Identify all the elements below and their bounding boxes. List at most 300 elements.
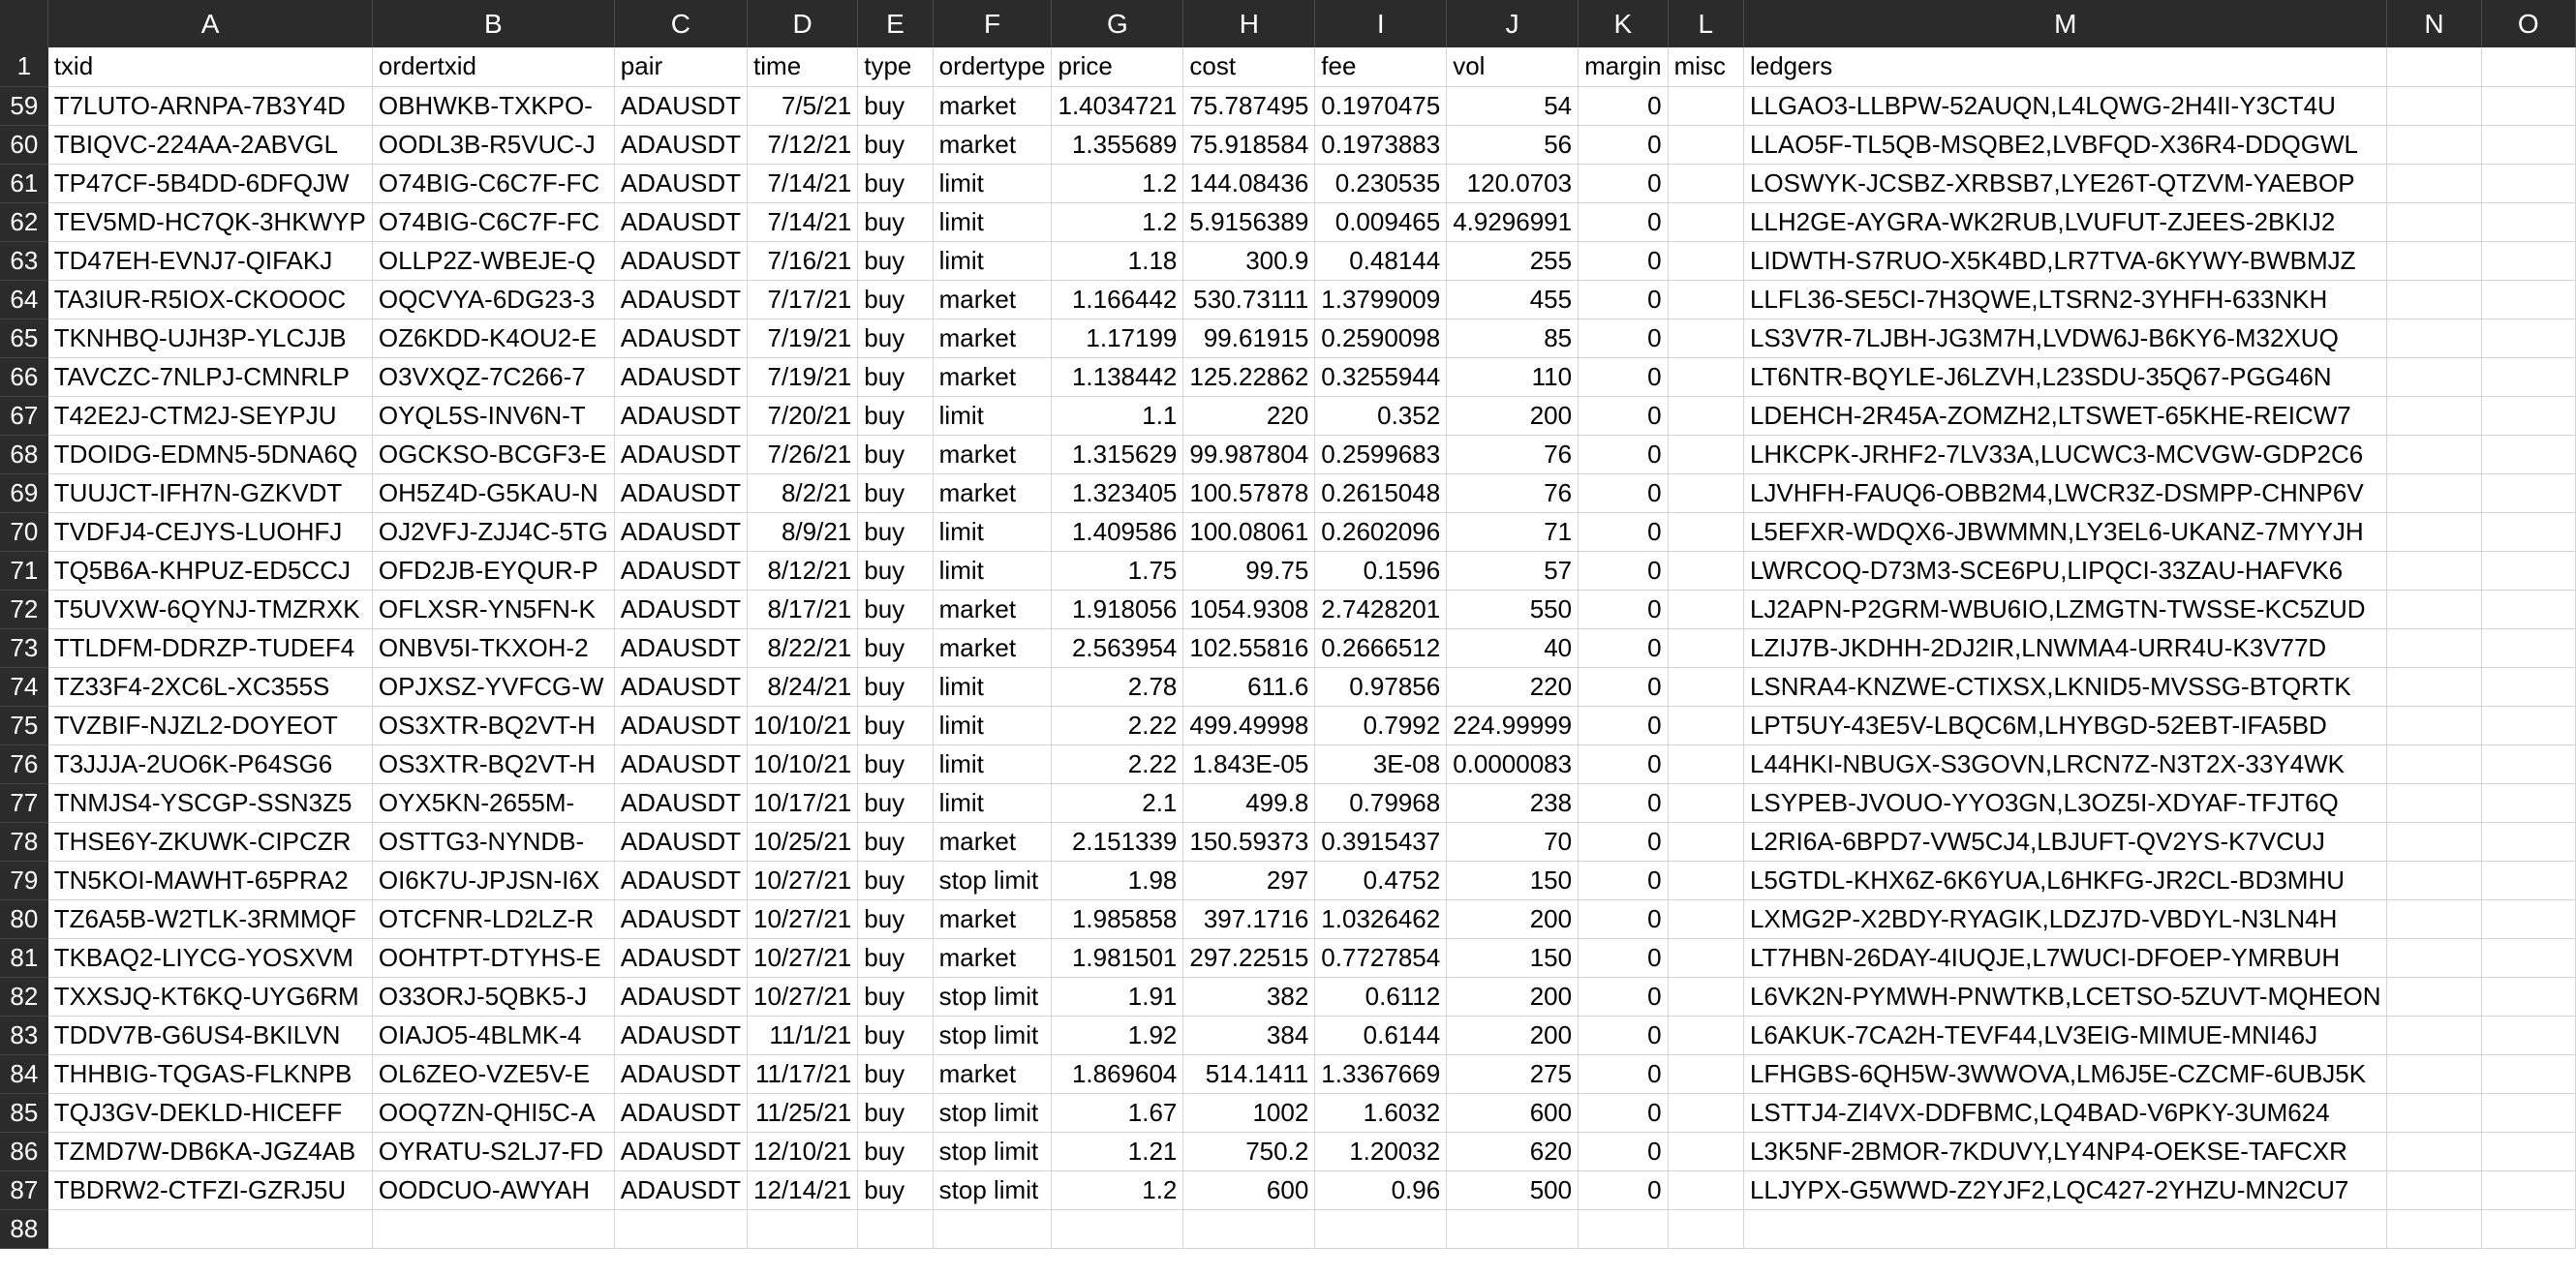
cell-l[interactable] <box>1668 1016 1743 1054</box>
cell-n[interactable] <box>2387 706 2481 744</box>
cell-f[interactable]: stop limit <box>933 1170 1052 1209</box>
cell-f[interactable]: market <box>933 628 1052 667</box>
cell-e[interactable]: buy <box>858 319 933 357</box>
cell-a[interactable]: TP47CF-5B4DD-6DFQJW <box>48 164 373 202</box>
cell-a[interactable]: TUUJCT-IFH7N-GZKVDT <box>48 473 373 512</box>
cell-i[interactable]: 0.2599683 <box>1315 435 1447 473</box>
cell-o[interactable] <box>2481 899 2575 938</box>
cell-m[interactable]: LT7HBN-26DAY-4IUQJE,L7WUCI-DFOEP-YMRBUH <box>1743 938 2387 977</box>
cell-b[interactable]: O74BIG-C6C7F-FC <box>372 164 614 202</box>
cell-j[interactable]: 455 <box>1447 280 1579 319</box>
cell-a[interactable]: TZ33F4-2XC6L-XC355S <box>48 667 373 706</box>
cell-d[interactable]: 11/25/21 <box>748 1093 858 1132</box>
cell-c[interactable]: ADAUSDT <box>614 280 747 319</box>
column-header-d[interactable]: D <box>748 0 858 47</box>
cell-k[interactable]: 0 <box>1579 1016 1668 1054</box>
cell-g[interactable]: 1.2 <box>1052 164 1183 202</box>
cell-c[interactable]: ADAUSDT <box>614 744 747 783</box>
cell-o[interactable] <box>2481 783 2575 822</box>
cell-d[interactable]: 7/17/21 <box>748 280 858 319</box>
cell-j[interactable]: 500 <box>1447 1170 1579 1209</box>
cell-g[interactable]: 1.91 <box>1052 977 1183 1016</box>
cell-b[interactable]: OYX5KN-2655M- <box>372 783 614 822</box>
cell-m[interactable]: L2RI6A-6BPD7-VW5CJ4,LBJUFT-QV2YS-K7VCUJ <box>1743 822 2387 861</box>
cell-n[interactable] <box>2387 938 2481 977</box>
cell-c[interactable]: ADAUSDT <box>614 473 747 512</box>
cell-e[interactable]: buy <box>858 667 933 706</box>
cell-h[interactable]: 99.61915 <box>1183 319 1315 357</box>
cell-i[interactable]: 0.1970475 <box>1315 86 1447 125</box>
cell-c[interactable]: ADAUSDT <box>614 1170 747 1209</box>
cell-l[interactable] <box>1668 590 1743 628</box>
cell-b[interactable]: OFLXSR-YN5FN-K <box>372 590 614 628</box>
cell-e[interactable]: buy <box>858 783 933 822</box>
cell-m[interactable]: LS3V7R-7LJBH-JG3M7H,LVDW6J-B6KY6-M32XUQ <box>1743 319 2387 357</box>
cell-e[interactable]: buy <box>858 938 933 977</box>
cell-h[interactable]: 150.59373 <box>1183 822 1315 861</box>
cell-k[interactable]: 0 <box>1579 435 1668 473</box>
row-header[interactable]: 69 <box>0 473 48 512</box>
cell-e[interactable]: buy <box>858 628 933 667</box>
cell-m[interactable]: LLJYPX-G5WWD-Z2YJF2,LQC427-2YHZU-MN2CU7 <box>1743 1170 2387 1209</box>
cell-e[interactable]: buy <box>858 473 933 512</box>
cell-a[interactable]: TZMD7W-DB6KA-JGZ4AB <box>48 1132 373 1170</box>
cell-j[interactable]: 275 <box>1447 1054 1579 1093</box>
cell-c[interactable]: ADAUSDT <box>614 1054 747 1093</box>
cell-f[interactable]: limit <box>933 667 1052 706</box>
cell-m[interactable]: LSYPEB-JVOUO-YYO3GN,L3OZ5I-XDYAF-TFJT6Q <box>1743 783 2387 822</box>
cell-a[interactable]: TBDRW2-CTFZI-GZRJ5U <box>48 1170 373 1209</box>
cell-k[interactable]: 0 <box>1579 86 1668 125</box>
cell-o[interactable] <box>2481 590 2575 628</box>
cell-a[interactable]: txid <box>48 47 373 86</box>
cell-h[interactable]: 600 <box>1183 1170 1315 1209</box>
row-header[interactable]: 71 <box>0 551 48 590</box>
cell-c[interactable]: ADAUSDT <box>614 551 747 590</box>
cell-b[interactable]: OOQ7ZN-QHI5C-A <box>372 1093 614 1132</box>
cell-n[interactable] <box>2387 280 2481 319</box>
cell-n[interactable] <box>2387 202 2481 241</box>
cell-d[interactable]: 10/10/21 <box>748 706 858 744</box>
cell-n[interactable] <box>2387 861 2481 899</box>
row-header[interactable]: 64 <box>0 280 48 319</box>
cell-e[interactable]: buy <box>858 977 933 1016</box>
cell-o[interactable] <box>2481 551 2575 590</box>
cell-k[interactable]: 0 <box>1579 241 1668 280</box>
cell-j[interactable]: 255 <box>1447 241 1579 280</box>
cell-h[interactable]: cost <box>1183 47 1315 86</box>
cell-h[interactable]: 384 <box>1183 1016 1315 1054</box>
cell-j[interactable]: 550 <box>1447 590 1579 628</box>
cell-n[interactable] <box>2387 744 2481 783</box>
cell-d[interactable] <box>748 1209 858 1248</box>
cell-b[interactable]: OBHWKB-TXKPO- <box>372 86 614 125</box>
cell-j[interactable]: 120.0703 <box>1447 164 1579 202</box>
cell-h[interactable]: 514.1411 <box>1183 1054 1315 1093</box>
cell-c[interactable]: ADAUSDT <box>614 822 747 861</box>
cell-n[interactable] <box>2387 1170 2481 1209</box>
cell-f[interactable]: market <box>933 1054 1052 1093</box>
cell-n[interactable] <box>2387 1016 2481 1054</box>
cell-f[interactable]: market <box>933 86 1052 125</box>
cell-k[interactable]: 0 <box>1579 125 1668 164</box>
cell-m[interactable]: LLH2GE-AYGRA-WK2RUB,LVUFUT-ZJEES-2BKIJ2 <box>1743 202 2387 241</box>
cell-n[interactable] <box>2387 473 2481 512</box>
cell-a[interactable]: TKBAQ2-LIYCG-YOSXVM <box>48 938 373 977</box>
cell-d[interactable]: 10/27/21 <box>748 977 858 1016</box>
cell-o[interactable] <box>2481 1209 2575 1248</box>
cell-f[interactable]: limit <box>933 744 1052 783</box>
cell-g[interactable]: 2.22 <box>1052 706 1183 744</box>
cell-e[interactable]: buy <box>858 861 933 899</box>
cell-o[interactable] <box>2481 977 2575 1016</box>
cell-f[interactable]: stop limit <box>933 1016 1052 1054</box>
cell-k[interactable]: 0 <box>1579 1054 1668 1093</box>
cell-c[interactable]: ADAUSDT <box>614 938 747 977</box>
cell-l[interactable] <box>1668 783 1743 822</box>
cell-h[interactable]: 530.73111 <box>1183 280 1315 319</box>
cell-l[interactable] <box>1668 1132 1743 1170</box>
cell-a[interactable]: TBIQVC-224AA-2ABVGL <box>48 125 373 164</box>
cell-f[interactable]: market <box>933 357 1052 396</box>
cell-h[interactable]: 220 <box>1183 396 1315 435</box>
cell-a[interactable]: THSE6Y-ZKUWK-CIPCZR <box>48 822 373 861</box>
cell-b[interactable]: ordertxid <box>372 47 614 86</box>
cell-k[interactable]: 0 <box>1579 667 1668 706</box>
cell-e[interactable]: buy <box>858 899 933 938</box>
cell-o[interactable] <box>2481 706 2575 744</box>
row-header[interactable]: 61 <box>0 164 48 202</box>
cell-h[interactable]: 1.843E-05 <box>1183 744 1315 783</box>
cell-n[interactable] <box>2387 1054 2481 1093</box>
cell-f[interactable] <box>933 1209 1052 1248</box>
cell-e[interactable]: buy <box>858 280 933 319</box>
cell-j[interactable]: 200 <box>1447 977 1579 1016</box>
cell-j[interactable]: 57 <box>1447 551 1579 590</box>
cell-k[interactable]: 0 <box>1579 512 1668 551</box>
cell-g[interactable]: 1.355689 <box>1052 125 1183 164</box>
cell-b[interactable]: O3VXQZ-7C266-7 <box>372 357 614 396</box>
cell-k[interactable]: 0 <box>1579 822 1668 861</box>
cell-f[interactable]: limit <box>933 706 1052 744</box>
cell-m[interactable]: LWRCOQ-D73M3-SCE6PU,LIPQCI-33ZAU-HAFVK6 <box>1743 551 2387 590</box>
cell-a[interactable]: TVDFJ4-CEJYS-LUOHFJ <box>48 512 373 551</box>
cell-a[interactable]: TN5KOI-MAWHT-65PRA2 <box>48 861 373 899</box>
cell-g[interactable]: 1.918056 <box>1052 590 1183 628</box>
cell-m[interactable]: LHKCPK-JRHF2-7LV33A,LUCWC3-MCVGW-GDP2C6 <box>1743 435 2387 473</box>
cell-i[interactable]: 0.2615048 <box>1315 473 1447 512</box>
cell-a[interactable]: T7LUTO-ARNPA-7B3Y4D <box>48 86 373 125</box>
cell-j[interactable]: 200 <box>1447 899 1579 938</box>
cell-i[interactable]: 0.3915437 <box>1315 822 1447 861</box>
row-header[interactable]: 65 <box>0 319 48 357</box>
cell-d[interactable]: 10/25/21 <box>748 822 858 861</box>
column-header-a[interactable]: A <box>48 0 373 47</box>
cell-h[interactable]: 499.8 <box>1183 783 1315 822</box>
cell-k[interactable]: 0 <box>1579 1093 1668 1132</box>
cell-j[interactable]: 76 <box>1447 473 1579 512</box>
cell-a[interactable]: TDDV7B-G6US4-BKILVN <box>48 1016 373 1054</box>
cell-i[interactable]: 0.6112 <box>1315 977 1447 1016</box>
column-header-l[interactable]: L <box>1668 0 1743 47</box>
cell-c[interactable]: pair <box>614 47 747 86</box>
cell-n[interactable] <box>2387 241 2481 280</box>
cell-m[interactable]: ledgers <box>1743 47 2387 86</box>
cell-c[interactable]: ADAUSDT <box>614 357 747 396</box>
cell-i[interactable] <box>1315 1209 1447 1248</box>
cell-i[interactable]: 2.7428201 <box>1315 590 1447 628</box>
cell-o[interactable] <box>2481 861 2575 899</box>
cell-o[interactable] <box>2481 47 2575 86</box>
cell-g[interactable]: 1.98 <box>1052 861 1183 899</box>
cell-f[interactable]: limit <box>933 396 1052 435</box>
cell-g[interactable]: 1.166442 <box>1052 280 1183 319</box>
cell-k[interactable]: 0 <box>1579 319 1668 357</box>
cell-g[interactable]: 1.67 <box>1052 1093 1183 1132</box>
cell-a[interactable]: TDOIDG-EDMN5-5DNA6Q <box>48 435 373 473</box>
row-header[interactable]: 73 <box>0 628 48 667</box>
row-header[interactable]: 77 <box>0 783 48 822</box>
cell-i[interactable]: 0.2666512 <box>1315 628 1447 667</box>
cell-m[interactable] <box>1743 1209 2387 1248</box>
row-header[interactable]: 70 <box>0 512 48 551</box>
cell-d[interactable]: 8/17/21 <box>748 590 858 628</box>
cell-a[interactable]: TVZBIF-NJZL2-DOYEOT <box>48 706 373 744</box>
cell-h[interactable]: 1054.9308 <box>1183 590 1315 628</box>
cell-c[interactable]: ADAUSDT <box>614 861 747 899</box>
cell-j[interactable]: 85 <box>1447 319 1579 357</box>
cell-j[interactable]: 200 <box>1447 1016 1579 1054</box>
cell-j[interactable]: 70 <box>1447 822 1579 861</box>
cell-b[interactable]: OJ2VFJ-ZJJ4C-5TG <box>372 512 614 551</box>
cell-g[interactable]: 1.2 <box>1052 1170 1183 1209</box>
cell-l[interactable] <box>1668 1209 1743 1248</box>
cell-h[interactable]: 5.9156389 <box>1183 202 1315 241</box>
cell-n[interactable] <box>2387 164 2481 202</box>
cell-k[interactable]: 0 <box>1579 744 1668 783</box>
cell-k[interactable]: 0 <box>1579 628 1668 667</box>
cell-m[interactable]: L6AKUK-7CA2H-TEVF44,LV3EIG-MIMUE-MNI46J <box>1743 1016 2387 1054</box>
cell-f[interactable]: stop limit <box>933 1132 1052 1170</box>
cell-f[interactable]: market <box>933 319 1052 357</box>
cell-b[interactable]: OL6ZEO-VZE5V-E <box>372 1054 614 1093</box>
row-header[interactable]: 87 <box>0 1170 48 1209</box>
column-header-n[interactable]: N <box>2387 0 2481 47</box>
row-header[interactable]: 81 <box>0 938 48 977</box>
cell-a[interactable]: TNMJS4-YSCGP-SSN3Z5 <box>48 783 373 822</box>
cell-j[interactable]: 71 <box>1447 512 1579 551</box>
cell-o[interactable] <box>2481 667 2575 706</box>
cell-m[interactable]: LLAO5F-TL5QB-MSQBE2,LVBFQD-X36R4-DDQGWL <box>1743 125 2387 164</box>
column-header-g[interactable]: G <box>1052 0 1183 47</box>
cell-o[interactable] <box>2481 1132 2575 1170</box>
cell-i[interactable]: 0.79968 <box>1315 783 1447 822</box>
cell-b[interactable]: OIAJO5-4BLMK-4 <box>372 1016 614 1054</box>
cell-h[interactable]: 499.49998 <box>1183 706 1315 744</box>
cell-k[interactable]: 0 <box>1579 1170 1668 1209</box>
cell-j[interactable]: 54 <box>1447 86 1579 125</box>
cell-f[interactable]: stop limit <box>933 977 1052 1016</box>
cell-j[interactable]: 150 <box>1447 861 1579 899</box>
cell-l[interactable] <box>1668 977 1743 1016</box>
cell-e[interactable]: buy <box>858 86 933 125</box>
cell-i[interactable]: 0.1973883 <box>1315 125 1447 164</box>
cell-b[interactable]: OODCUO-AWYAH <box>372 1170 614 1209</box>
column-header-m[interactable]: M <box>1743 0 2387 47</box>
cell-m[interactable]: L44HKI-NBUGX-S3GOVN,LRCN7Z-N3T2X-33Y4WK <box>1743 744 2387 783</box>
cell-a[interactable]: T3JJJA-2UO6K-P64SG6 <box>48 744 373 783</box>
cell-g[interactable]: 1.17199 <box>1052 319 1183 357</box>
cell-b[interactable]: OOHTPT-DTYHS-E <box>372 938 614 977</box>
cell-g[interactable]: 1.323405 <box>1052 473 1183 512</box>
cell-d[interactable]: time <box>748 47 858 86</box>
cell-i[interactable]: 0.6144 <box>1315 1016 1447 1054</box>
cell-l[interactable] <box>1668 357 1743 396</box>
cell-c[interactable]: ADAUSDT <box>614 396 747 435</box>
cell-f[interactable]: stop limit <box>933 1093 1052 1132</box>
cell-i[interactable]: 0.7992 <box>1315 706 1447 744</box>
cell-e[interactable]: buy <box>858 706 933 744</box>
cell-e[interactable]: buy <box>858 357 933 396</box>
row-header[interactable]: 82 <box>0 977 48 1016</box>
cell-d[interactable]: 10/27/21 <box>748 861 858 899</box>
cell-f[interactable]: ordertype <box>933 47 1052 86</box>
cell-h[interactable]: 750.2 <box>1183 1132 1315 1170</box>
cell-d[interactable]: 7/19/21 <box>748 357 858 396</box>
row-header[interactable]: 74 <box>0 667 48 706</box>
cell-d[interactable]: 7/20/21 <box>748 396 858 435</box>
cell-h[interactable]: 75.918584 <box>1183 125 1315 164</box>
cell-m[interactable]: L5GTDL-KHX6Z-6K6YUA,L6HKFG-JR2CL-BD3MHU <box>1743 861 2387 899</box>
cell-g[interactable]: 2.22 <box>1052 744 1183 783</box>
cell-o[interactable] <box>2481 202 2575 241</box>
cell-g[interactable]: 2.563954 <box>1052 628 1183 667</box>
cell-b[interactable]: OQCVYA-6DG23-3 <box>372 280 614 319</box>
cell-b[interactable]: OGCKSO-BCGF3-E <box>372 435 614 473</box>
cell-k[interactable]: 0 <box>1579 551 1668 590</box>
cell-j[interactable]: 110 <box>1447 357 1579 396</box>
cell-o[interactable] <box>2481 86 2575 125</box>
cell-b[interactable]: O33ORJ-5QBK5-J <box>372 977 614 1016</box>
row-header[interactable]: 76 <box>0 744 48 783</box>
cell-i[interactable]: 1.3367669 <box>1315 1054 1447 1093</box>
cell-e[interactable]: buy <box>858 744 933 783</box>
cell-d[interactable]: 8/22/21 <box>748 628 858 667</box>
cell-l[interactable] <box>1668 706 1743 744</box>
cell-l[interactable] <box>1668 551 1743 590</box>
cell-m[interactable]: LDEHCH-2R45A-ZOMZH2,LTSWET-65KHE-REICW7 <box>1743 396 2387 435</box>
cell-n[interactable] <box>2387 590 2481 628</box>
row-header[interactable]: 60 <box>0 125 48 164</box>
cell-c[interactable]: ADAUSDT <box>614 125 747 164</box>
cell-i[interactable]: 1.3799009 <box>1315 280 1447 319</box>
cell-d[interactable]: 8/2/21 <box>748 473 858 512</box>
cell-d[interactable]: 11/1/21 <box>748 1016 858 1054</box>
cell-l[interactable] <box>1668 280 1743 319</box>
cell-f[interactable]: market <box>933 435 1052 473</box>
cell-f[interactable]: stop limit <box>933 861 1052 899</box>
cell-c[interactable]: ADAUSDT <box>614 202 747 241</box>
cell-m[interactable]: LLFL36-SE5CI-7H3QWE,LTSRN2-3YHFH-633NKH <box>1743 280 2387 319</box>
cell-n[interactable] <box>2387 899 2481 938</box>
cell-n[interactable] <box>2387 1132 2481 1170</box>
cell-h[interactable]: 144.08436 <box>1183 164 1315 202</box>
cell-o[interactable] <box>2481 164 2575 202</box>
cell-e[interactable]: buy <box>858 396 933 435</box>
cell-i[interactable]: 0.48144 <box>1315 241 1447 280</box>
cell-j[interactable]: 600 <box>1447 1093 1579 1132</box>
cell-m[interactable]: LOSWYK-JCSBZ-XRBSB7,LYE26T-QTZVM-YAEBOP <box>1743 164 2387 202</box>
cell-c[interactable]: ADAUSDT <box>614 783 747 822</box>
cell-b[interactable]: OLLP2Z-WBEJE-Q <box>372 241 614 280</box>
cell-m[interactable]: LJVHFH-FAUQ6-OBB2M4,LWCR3Z-DSMPP-CHNP6V <box>1743 473 2387 512</box>
cell-m[interactable]: LT6NTR-BQYLE-J6LZVH,L23SDU-35Q67-PGG46N <box>1743 357 2387 396</box>
cell-b[interactable]: OFD2JB-EYQUR-P <box>372 551 614 590</box>
cell-g[interactable]: 1.4034721 <box>1052 86 1183 125</box>
row-header[interactable]: 67 <box>0 396 48 435</box>
cell-k[interactable] <box>1579 1209 1668 1248</box>
cell-g[interactable]: 1.985858 <box>1052 899 1183 938</box>
cell-g[interactable]: 1.409586 <box>1052 512 1183 551</box>
cell-f[interactable]: market <box>933 899 1052 938</box>
cell-m[interactable]: LSTTJ4-ZI4VX-DDFBMC,LQ4BAD-V6PKY-3UM624 <box>1743 1093 2387 1132</box>
cell-a[interactable] <box>48 1209 373 1248</box>
cell-n[interactable] <box>2387 396 2481 435</box>
cell-h[interactable]: 611.6 <box>1183 667 1315 706</box>
cell-o[interactable] <box>2481 319 2575 357</box>
cell-h[interactable]: 102.55816 <box>1183 628 1315 667</box>
cell-b[interactable]: OI6K7U-JPJSN-I6X <box>372 861 614 899</box>
cell-l[interactable] <box>1668 1170 1743 1209</box>
cell-i[interactable]: 0.7727854 <box>1315 938 1447 977</box>
cell-c[interactable]: ADAUSDT <box>614 512 747 551</box>
cell-n[interactable] <box>2387 783 2481 822</box>
cell-d[interactable]: 7/26/21 <box>748 435 858 473</box>
cell-m[interactable]: LPT5UY-43E5V-LBQC6M,LHYBGD-52EBT-IFA5BD <box>1743 706 2387 744</box>
row-header[interactable]: 83 <box>0 1016 48 1054</box>
cell-l[interactable] <box>1668 861 1743 899</box>
cell-c[interactable]: ADAUSDT <box>614 1016 747 1054</box>
cell-g[interactable]: 1.315629 <box>1052 435 1183 473</box>
cell-m[interactable]: L3K5NF-2BMOR-7KDUVY,LY4NP4-OEKSE-TAFCXR <box>1743 1132 2387 1170</box>
cell-g[interactable]: price <box>1052 47 1183 86</box>
cell-o[interactable] <box>2481 1093 2575 1132</box>
column-header-e[interactable]: E <box>858 0 933 47</box>
cell-m[interactable]: LLGAO3-LLBPW-52AUQN,L4LQWG-2H4II-Y3CT4U <box>1743 86 2387 125</box>
row-header[interactable]: 75 <box>0 706 48 744</box>
cell-c[interactable]: ADAUSDT <box>614 590 747 628</box>
select-all-corner[interactable] <box>0 0 48 47</box>
cell-o[interactable] <box>2481 744 2575 783</box>
cell-n[interactable] <box>2387 822 2481 861</box>
column-header-o[interactable]: O <box>2481 0 2575 47</box>
cell-e[interactable]: buy <box>858 1170 933 1209</box>
cell-c[interactable]: ADAUSDT <box>614 706 747 744</box>
cell-o[interactable] <box>2481 357 2575 396</box>
cell-g[interactable]: 1.21 <box>1052 1132 1183 1170</box>
cell-g[interactable]: 1.138442 <box>1052 357 1183 396</box>
cell-g[interactable]: 1.92 <box>1052 1016 1183 1054</box>
cell-c[interactable]: ADAUSDT <box>614 977 747 1016</box>
column-header-i[interactable]: I <box>1315 0 1447 47</box>
cell-a[interactable]: TAVCZC-7NLPJ-CMNRLP <box>48 357 373 396</box>
cell-l[interactable] <box>1668 628 1743 667</box>
cell-n[interactable] <box>2387 319 2481 357</box>
cell-f[interactable]: market <box>933 590 1052 628</box>
row-header[interactable]: 62 <box>0 202 48 241</box>
cell-o[interactable] <box>2481 396 2575 435</box>
cell-h[interactable]: 125.22862 <box>1183 357 1315 396</box>
